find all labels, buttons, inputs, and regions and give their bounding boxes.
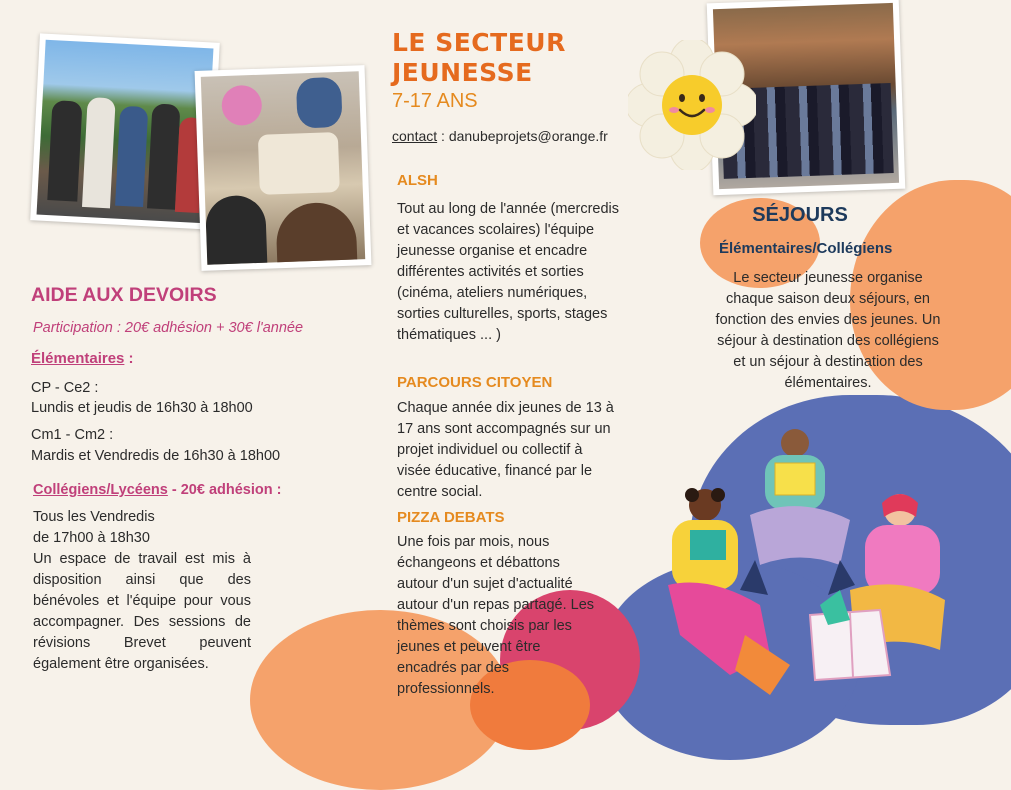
elementaires-colon: : [124,350,134,367]
alsh-text: Tout au long de l'année (mercredis et vacances scolaires) l'équipe jeunesse organise et encadre différentes activités et sorties (cinéma, ateliers numériques, sorties culturelles, sports, stages thématiques ... ) [397,201,620,343]
pizza-title: PIZZA DEBATS [397,509,505,526]
flower-smiley-icon [628,40,756,170]
colleges-heading [33,482,281,498]
page-title-line1: LE SECTEUR [392,28,566,57]
cp-schedule: Lundis et jeudis de 16h30 à 18h00 [31,400,253,416]
parcours-title: PARCOURS CITOYEN [397,374,553,391]
age-range: 7-17 ANS [392,90,478,112]
page-title-line2: JEUNESSE [392,58,533,87]
photo-group-outdoor [30,33,220,229]
sejours-title: SÉJOURS [752,204,848,226]
cm-schedule: Mardis et Vendredis de 16h30 à 18h00 [31,448,281,464]
aide-title: AIDE AUX DEVOIRS [31,284,217,306]
colleges-time: de 17h00 à 18h30 [33,530,150,546]
contact-line [392,128,608,144]
aide-participation: Participation : 20€ adhésion + 30€ l'année [33,320,304,336]
contact-separator: : [437,128,449,144]
photo-workshop-table [195,65,372,271]
sejours-text: Le secteur jeunesse organise chaque saison deux séjours, en fonction des envies des jeunes. Un séjour à destination des collégiens et un séjour à destination des élémentaires. [715,270,941,391]
parcours-text: Chaque année dix jeunes de 13 à 17 ans sont accompagnés sur un projet individuel ou collectif à visée éducative, financé par le centre social. [397,400,614,500]
colleges-description: Un espace de travail est mis à disposition ainsi que des bénévoles et l'équipe pour vous accompagner. Des sessions de révisions Brevet peuvent également être organisées. [33,551,251,672]
colleges-fee: - 20€ adhésion : [167,482,282,498]
colleges-day: Tous les Vendredis [33,509,155,525]
contact-email[interactable]: danubeprojets@orange.fr [448,128,608,144]
cp-label: CP - Ce2 : [31,380,99,396]
pizza-text: Une fois par mois, nous échangeons et débattons autour d'un sujet d'actualité autour d'un repas partagé. Les thèmes sont choisis par les jeunes et peuvent être encadrés par des professionnels. [397,534,595,697]
elementaires-heading [31,350,134,367]
sejours-subtitle: Élémentaires/Collégiens [719,240,893,257]
cm-label: Cm1 - Cm2 : [31,427,114,443]
kids-reading-illustration [650,425,960,710]
contact-label: contact [392,128,438,144]
colleges-label: Collégiens/Lycéens [33,482,168,498]
elementaires-label: Élémentaires [31,350,125,367]
alsh-title: ALSH [397,172,438,189]
